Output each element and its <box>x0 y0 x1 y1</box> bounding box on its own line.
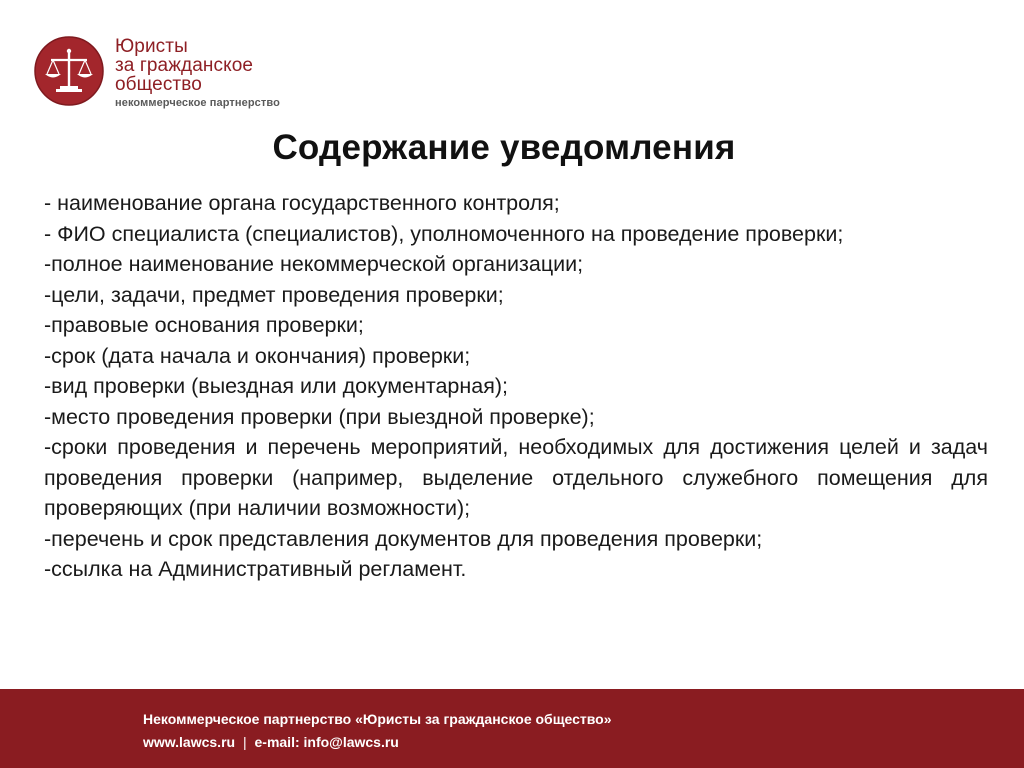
list-item: -перечень и срок представления документов для проведения проверки; <box>44 526 763 551</box>
list-item: - наименование органа государственного контроля; <box>44 191 560 215</box>
footer-email-link[interactable]: e-mail: info@lawcs.ru <box>254 734 399 750</box>
footer <box>0 689 1024 768</box>
page-title: Содержание уведомления <box>272 128 736 167</box>
list-item: -правовые основания проверки; <box>44 313 364 337</box>
logo-text <box>115 37 280 110</box>
notice-content-list <box>44 188 988 585</box>
list-item: -ссылка на Административный регламент. <box>44 557 467 581</box>
logo-line-3: общество <box>115 74 202 95</box>
list-item: -сроки проведения и перечень мероприятий, необходимых для достижения целей и задач проведения проверки (например, выделение отдельного служебного помещения для проверяющих (при наличии возможности); <box>44 435 988 520</box>
list-item: - ФИО специалиста (специалистов), уполномоченного на проведение проверки; <box>44 221 844 246</box>
footer-org-name: Некоммерческое партнерство «Юристы за гражданское общество» <box>143 711 612 727</box>
footer-website-link[interactable]: www.lawcs.ru <box>143 734 236 750</box>
list-item: -цели, задачи, предмет проведения проверки; <box>44 282 504 307</box>
list-item: -вид проверки (выездная или документарная); <box>44 374 508 398</box>
scales-icon <box>34 36 104 106</box>
list-item: -место проведения проверки (при выездной проверке); <box>44 404 595 429</box>
footer-contacts <box>143 734 399 750</box>
list-item: -срок (дата начала и окончания) проверки; <box>44 343 471 368</box>
logo-subtitle: некоммерческое партнерство <box>115 97 280 109</box>
logo-line-2: за гражданское <box>115 55 254 76</box>
logo-line-1: Юристы <box>115 36 188 57</box>
logo <box>34 36 280 110</box>
footer-separator: | <box>242 734 247 750</box>
list-item: -полное наименование некоммерческой организации; <box>44 252 584 276</box>
